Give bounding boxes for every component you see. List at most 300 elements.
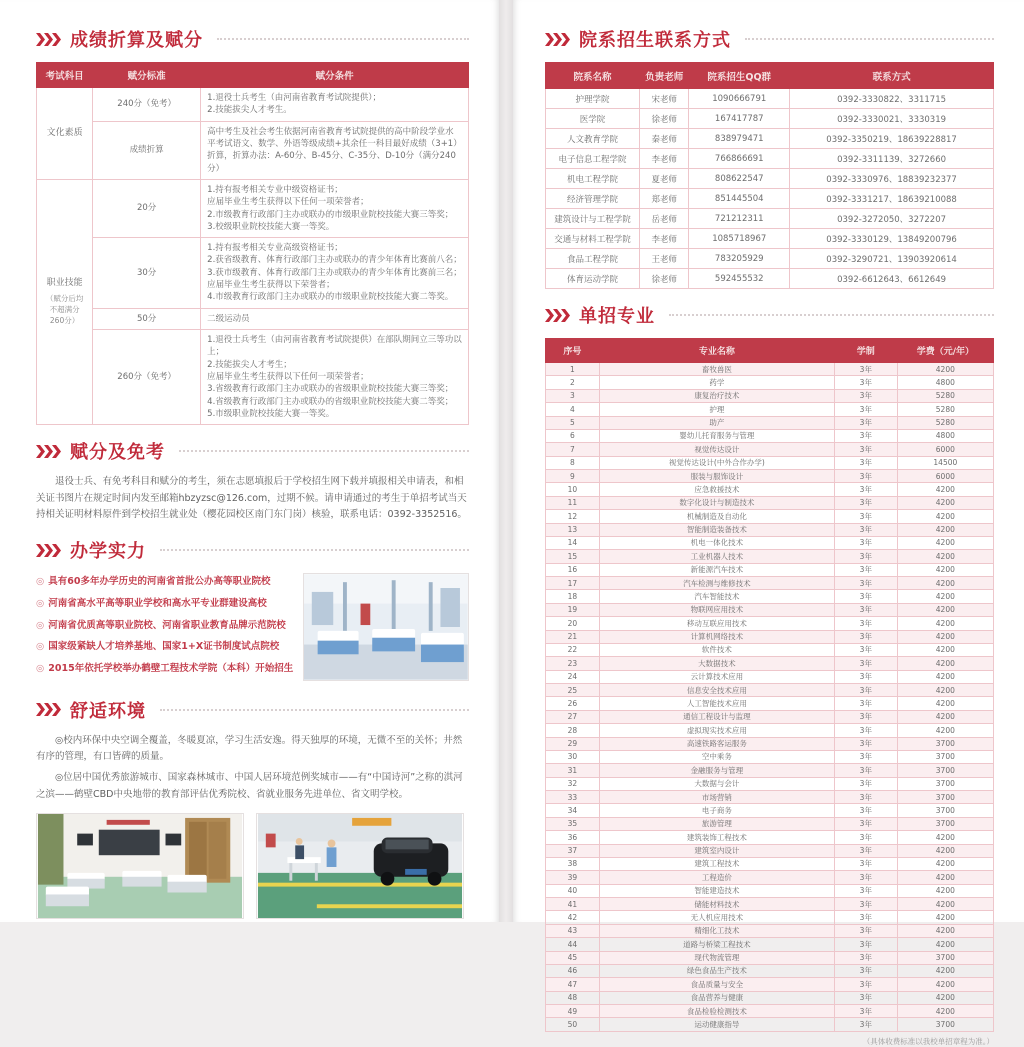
duration-cell: 3年 [834, 603, 897, 616]
exam-subject-cell [37, 179, 93, 424]
strength-bullet [36, 619, 293, 634]
duration-cell: 3年 [834, 911, 897, 924]
environment-section [36, 697, 469, 920]
major-index-cell: 11 [546, 496, 600, 509]
major-index-cell: 27 [546, 710, 600, 723]
majors-table-row [546, 416, 994, 429]
dotted-leader [217, 38, 469, 40]
major-index-cell: 8 [546, 456, 600, 469]
qq-group-cell: 721212311 [689, 209, 790, 229]
score-table-row [37, 179, 469, 237]
majors-table-row [546, 857, 994, 870]
majors-col-header: 序号 [546, 339, 600, 363]
condition-line: 2.技能拔尖人才考生； [207, 359, 292, 370]
major-name-cell: 精细化工技术 [599, 924, 834, 937]
tuition-cell: 4200 [897, 938, 993, 951]
majors-table-row [546, 737, 994, 750]
tuition-cell: 4200 [897, 483, 993, 496]
strength-bullet [36, 662, 293, 677]
majors-col-header: 专业名称 [599, 339, 834, 363]
major-index-cell: 33 [546, 791, 600, 804]
major-name-cell: 食品营养与健康 [599, 991, 834, 1004]
duration-cell: 3年 [834, 684, 897, 697]
condition-line: 二级运动员 [207, 313, 250, 324]
duration-cell: 3年 [834, 1018, 897, 1031]
majors-table-row [546, 724, 994, 737]
tuition-cell: 4200 [897, 563, 993, 576]
majors-section-header [545, 302, 994, 328]
condition-line: 1.持有报考相关专业高级资格证书； [207, 243, 343, 254]
strength-bullet-text: 国家级紧缺人才培养基地、国家1+X证书制度试点院校 [48, 641, 280, 653]
tuition-cell: 3700 [897, 737, 993, 750]
strength-bullet-text: 河南省优质高等职业院校、河南省职业教育品牌示范院校 [48, 619, 286, 631]
major-name-cell: 金融服务与管理 [599, 764, 834, 777]
major-index-cell: 18 [546, 590, 600, 603]
exam-subject-note: （赋分后均不超满分260分） [45, 294, 84, 325]
duration-cell: 3年 [834, 964, 897, 977]
qq-group-cell: 167417787 [689, 109, 790, 129]
major-name-cell: 信息安全技术应用 [599, 684, 834, 697]
score-table-row [37, 330, 469, 425]
score-table-row [37, 238, 469, 309]
tuition-cell: 4200 [897, 924, 993, 937]
major-name-cell: 畜牧兽医 [599, 363, 834, 376]
phone-cell: 0392-3331217、18639210088 [790, 189, 994, 209]
major-name-cell: 新能源汽车技术 [599, 563, 834, 576]
major-name-cell: 食品检验检测技术 [599, 1005, 834, 1018]
duration-cell: 3年 [834, 443, 897, 456]
condition-line: 应届毕业生考生获得以下荣誉者； [207, 280, 335, 291]
major-index-cell: 20 [546, 617, 600, 630]
majors-table-row [546, 978, 994, 991]
major-name-cell: 食品质量与安全 [599, 978, 834, 991]
exam-subject-label: 文化素质 [46, 127, 83, 138]
qq-group-cell: 838979471 [689, 129, 790, 149]
majors-col-header: 学费（元/年） [897, 339, 993, 363]
major-index-cell: 28 [546, 724, 600, 737]
hospital-ward-photo [303, 573, 469, 681]
tuition-cell: 4200 [897, 496, 993, 509]
tuition-cell: 4200 [897, 911, 993, 924]
majors-table-row [546, 376, 994, 389]
duration-cell: 3年 [834, 617, 897, 630]
score-col-header: 赋分条件 [201, 63, 469, 88]
duration-cell: 3年 [834, 496, 897, 509]
dotted-leader [160, 709, 469, 711]
duration-cell: 3年 [834, 724, 897, 737]
duration-cell: 3年 [834, 470, 897, 483]
department-name-cell: 交通与材料工程学院 [546, 229, 640, 249]
majors-table-row [546, 938, 994, 951]
environment-paragraphs [36, 733, 469, 804]
department-name-cell: 电子信息工程学院 [546, 149, 640, 169]
qq-group-cell: 592455532 [689, 269, 790, 289]
major-name-cell: 数字化设计与制造技术 [599, 496, 834, 509]
major-name-cell: 市场营销 [599, 791, 834, 804]
duration-cell: 3年 [834, 777, 897, 790]
teacher-name-cell: 王老师 [640, 249, 689, 269]
condition-line: 1.持有报考相关专业中级资格证书； [207, 184, 343, 195]
major-name-cell: 建筑工程技术 [599, 857, 834, 870]
phone-cell: 0392-3330822、3311715 [790, 89, 994, 109]
major-index-cell: 3 [546, 389, 600, 402]
duration-cell: 3年 [834, 831, 897, 844]
majors-table-row [546, 750, 994, 763]
majors-table-row [546, 389, 994, 402]
major-name-cell: 智能制造装备技术 [599, 523, 834, 536]
duration-cell: 3年 [834, 670, 897, 683]
tuition-cell: 4200 [897, 857, 993, 870]
major-name-cell: 建筑室内设计 [599, 844, 834, 857]
score-condition-cell [201, 179, 469, 237]
majors-table-row [546, 630, 994, 643]
major-index-cell: 14 [546, 536, 600, 549]
strength-section-header [36, 537, 469, 563]
majors-table-header-row [546, 339, 994, 363]
major-name-cell: 空中乘务 [599, 750, 834, 763]
contact-table-row [546, 269, 994, 289]
bullet-marker-icon: ◎ [36, 597, 45, 609]
contact-col-header: 院系名称 [546, 63, 640, 89]
major-index-cell: 6 [546, 429, 600, 442]
dotted-leader [160, 549, 469, 551]
majors-table-row [546, 1005, 994, 1018]
qq-group-cell: 851445504 [689, 189, 790, 209]
contact-col-header: 负责老师 [640, 63, 689, 89]
duration-cell: 3年 [834, 550, 897, 563]
duration-cell: 3年 [834, 429, 897, 442]
majors-table-row [546, 817, 994, 830]
chevron-icon [545, 33, 571, 46]
strength-bullet [36, 640, 293, 655]
duration-cell: 3年 [834, 737, 897, 750]
phone-cell: 0392-3290721、13903920614 [790, 249, 994, 269]
score-standard-cell: 260分（免考） [93, 330, 201, 425]
major-index-cell: 30 [546, 750, 600, 763]
major-name-cell: 电子商务 [599, 804, 834, 817]
duration-cell: 3年 [834, 456, 897, 469]
duration-cell: 3年 [834, 884, 897, 897]
major-name-cell: 大数据技术 [599, 657, 834, 670]
duration-cell: 3年 [834, 376, 897, 389]
duration-cell: 3年 [834, 563, 897, 576]
major-index-cell: 9 [546, 470, 600, 483]
strength-bullets [36, 573, 293, 684]
score-table-row [37, 88, 469, 122]
tuition-cell: 4200 [897, 670, 993, 683]
score-condition-cell [201, 121, 469, 179]
score-table-row [37, 121, 469, 179]
majors-table-row [546, 536, 994, 549]
major-name-cell: 应急救援技术 [599, 483, 834, 496]
major-name-cell: 无人机应用技术 [599, 911, 834, 924]
tuition-cell: 3700 [897, 777, 993, 790]
major-name-cell: 工程造价 [599, 871, 834, 884]
teacher-name-cell: 李老师 [640, 229, 689, 249]
major-index-cell: 32 [546, 777, 600, 790]
tuition-cell: 4200 [897, 991, 993, 1004]
duration-cell: 3年 [834, 991, 897, 1004]
major-index-cell: 2 [546, 376, 600, 389]
majors-table-row [546, 710, 994, 723]
strength-bullet-text: 2015年依托学校举办鹤壁工程技术学院（本科）开始招生 [48, 662, 294, 674]
major-name-cell: 视觉传达设计(中外合作办学) [599, 456, 834, 469]
contact-table [545, 62, 994, 289]
duration-cell: 3年 [834, 363, 897, 376]
duration-cell: 3年 [834, 871, 897, 884]
section-title: 成绩折算及赋分 [70, 30, 203, 51]
contact-section-header [545, 26, 994, 52]
major-name-cell: 工业机器人技术 [599, 550, 834, 563]
majors-table-row [546, 643, 994, 656]
majors-table-row [546, 777, 994, 790]
majors-table-row [546, 603, 994, 616]
majors-table-row [546, 791, 994, 804]
page-fold-divider [499, 0, 513, 922]
section-title: 赋分及免考 [70, 442, 165, 464]
majors-table-row [546, 764, 994, 777]
majors-table-row [546, 550, 994, 563]
environment-photos [36, 813, 469, 919]
score-section [36, 26, 469, 425]
major-index-cell: 35 [546, 817, 600, 830]
majors-table-row [546, 684, 994, 697]
majors-table-row [546, 831, 994, 844]
score-col-header: 赋分标准 [93, 63, 201, 88]
condition-line: 1.退役士兵考生（由河南省教育考试院提供）； [207, 93, 382, 103]
tuition-cell: 4200 [897, 831, 993, 844]
duration-cell: 3年 [834, 764, 897, 777]
contact-table-row [546, 249, 994, 269]
teacher-name-cell: 徐老师 [640, 109, 689, 129]
score-table-body [37, 88, 469, 425]
tuition-cell: 4200 [897, 684, 993, 697]
score-standard-cell: 240分（免考） [93, 88, 201, 122]
auto-workshop-photo [256, 813, 464, 919]
score-table-header-row [37, 63, 469, 88]
major-name-cell: 大数据与会计 [599, 777, 834, 790]
condition-line: 2.技能拔尖人才考生。 [207, 105, 292, 116]
major-name-cell: 旅游管理 [599, 817, 834, 830]
training-classroom-photo [36, 813, 244, 919]
tuition-cell: 3700 [897, 1018, 993, 1031]
major-index-cell: 13 [546, 523, 600, 536]
department-name-cell: 人文教育学院 [546, 129, 640, 149]
condition-line: 应届毕业生考生获得以下任何一项荣誉者； [207, 197, 369, 208]
qq-group-cell: 1090666791 [689, 89, 790, 109]
duration-cell: 3年 [834, 403, 897, 416]
condition-line: 4.市级教育行政部门主办或联办的市级职业院校技能大赛二等奖。 [207, 292, 454, 303]
majors-table-row [546, 884, 994, 897]
teacher-name-cell: 李老师 [640, 149, 689, 169]
major-index-cell: 39 [546, 871, 600, 884]
tuition-cell: 3700 [897, 791, 993, 804]
major-name-cell: 通信工程设计与监理 [599, 710, 834, 723]
tuition-cell: 3700 [897, 764, 993, 777]
environment-paragraph: ◎位居中国优秀旅游城市、国家森林城市、中国人居环境范例奖城市——有“中国诗河”之称的淇河之滨——鹤壁CBD中央地带的教育部评估优秀院校、省就业服务先进单位、省文明学校。 [36, 771, 463, 800]
major-name-cell: 软件技术 [599, 643, 834, 656]
score-condition-cell [201, 330, 469, 425]
major-index-cell: 50 [546, 1018, 600, 1031]
duration-cell: 3年 [834, 416, 897, 429]
major-name-cell: 高速铁路客运服务 [599, 737, 834, 750]
major-index-cell: 17 [546, 577, 600, 590]
duration-cell: 3年 [834, 898, 897, 911]
duration-cell: 3年 [834, 710, 897, 723]
major-name-cell: 人工智能技术应用 [599, 697, 834, 710]
department-name-cell: 经济管理学院 [546, 189, 640, 209]
qq-group-cell: 783205929 [689, 249, 790, 269]
tuition-cell: 4200 [897, 964, 993, 977]
duration-cell: 3年 [834, 523, 897, 536]
bullet-marker-icon: ◎ [36, 619, 45, 631]
teacher-name-cell: 岳老师 [640, 209, 689, 229]
condition-line: 4.省级教育行政部门主办或联办的省级职业院校技能大赛二等奖； [207, 396, 454, 407]
teacher-name-cell: 宋老师 [640, 89, 689, 109]
duration-cell: 3年 [834, 536, 897, 549]
department-name-cell: 机电工程学院 [546, 169, 640, 189]
department-name-cell: 食品工程学院 [546, 249, 640, 269]
duration-cell: 3年 [834, 750, 897, 763]
tuition-cell: 4200 [897, 710, 993, 723]
majors-table-row [546, 657, 994, 670]
major-index-cell: 15 [546, 550, 600, 563]
department-name-cell: 体育运动学院 [546, 269, 640, 289]
majors-table-row [546, 403, 994, 416]
contact-table-row [546, 189, 994, 209]
major-index-cell: 25 [546, 684, 600, 697]
environment-section-header [36, 697, 469, 723]
bullet-marker-icon: ◎ [36, 662, 45, 674]
tuition-cell: 4200 [897, 724, 993, 737]
duration-cell: 3年 [834, 978, 897, 991]
score-standard-cell: 30分 [93, 238, 201, 309]
score-standard-cell: 20分 [93, 179, 201, 237]
major-name-cell: 药学 [599, 376, 834, 389]
condition-line: 3.获市级教育、体育行政部门主办或联办的青少年体育比赛前三名； [207, 267, 462, 278]
exemption-paragraph: 退役士兵、有免考科目和赋分的考生，须在志愿填报后于学校招生网下载并填报相关申请表，和相关证书图片在规定时间内发至邮箱hbzyzsc@126.com，过期不候。请申请通过的考生于单招考试当天持相关证明材料原件到学校招生就业处（樱花园校区南门东门岗）核验，联系电话：0392-3352516。 [36, 476, 467, 521]
major-name-cell: 机械制造及自动化 [599, 510, 834, 523]
majors-col-header: 学制 [834, 339, 897, 363]
chevron-icon [545, 309, 571, 322]
department-name-cell: 医学院 [546, 109, 640, 129]
score-standard-cell: 成绩折算 [93, 121, 201, 179]
teacher-name-cell: 秦老师 [640, 129, 689, 149]
major-index-cell: 31 [546, 764, 600, 777]
contact-table-row [546, 229, 994, 249]
score-condition-cell [201, 308, 469, 329]
majors-table-row [546, 991, 994, 1004]
majors-table-row [546, 670, 994, 683]
strength-bullet-text: 河南省高水平高等职业学校和高水平专业群建设高校 [48, 597, 267, 609]
majors-table-row [546, 911, 994, 924]
major-name-cell: 物联网应用技术 [599, 603, 834, 616]
condition-line: 3.校级职业院校技能大赛一等奖。 [207, 221, 335, 232]
score-condition-cell [201, 238, 469, 309]
bullet-marker-icon: ◎ [36, 576, 45, 588]
tuition-cell: 3700 [897, 817, 993, 830]
majors-table-row [546, 470, 994, 483]
majors-table-row [546, 429, 994, 442]
teacher-name-cell: 夏老师 [640, 169, 689, 189]
tuition-cell: 3700 [897, 804, 993, 817]
tuition-cell: 4200 [897, 844, 993, 857]
teacher-name-cell: 徐老师 [640, 269, 689, 289]
qq-group-cell: 1085718967 [689, 229, 790, 249]
major-index-cell: 42 [546, 911, 600, 924]
score-table [36, 62, 469, 425]
tuition-cell: 4200 [897, 871, 993, 884]
phone-cell: 0392-3311139、3272660 [790, 149, 994, 169]
contact-col-header: 院系招生QQ群 [689, 63, 790, 89]
duration-cell: 3年 [834, 1005, 897, 1018]
duration-cell: 3年 [834, 924, 897, 937]
major-name-cell: 助产 [599, 416, 834, 429]
majors-table-row [546, 363, 994, 376]
major-index-cell: 12 [546, 510, 600, 523]
major-index-cell: 19 [546, 603, 600, 616]
major-index-cell: 47 [546, 978, 600, 991]
majors-table-row [546, 577, 994, 590]
tuition-cell: 4200 [897, 603, 993, 616]
major-index-cell: 7 [546, 443, 600, 456]
right-page [513, 0, 1024, 1046]
majors-table [545, 338, 994, 1032]
tuition-cell: 4200 [897, 630, 993, 643]
tuition-cell: 4200 [897, 510, 993, 523]
majors-table-row [546, 456, 994, 469]
major-name-cell: 道路与桥梁工程技术 [599, 938, 834, 951]
dotted-leader [669, 314, 994, 316]
strength-bullet-text: 具有60多年办学历史的河南省首批公办高等职业院校 [48, 576, 271, 588]
dotted-leader [179, 450, 469, 452]
tuition-cell: 14500 [897, 456, 993, 469]
major-name-cell: 汽车检测与维修技术 [599, 577, 834, 590]
major-index-cell: 45 [546, 951, 600, 964]
condition-line: 2.获省级教育、体育行政部门主办或联办的青少年体育比赛前八名； [207, 255, 462, 266]
majors-table-row [546, 617, 994, 630]
major-name-cell: 云计算技术应用 [599, 670, 834, 683]
exam-subject-label: 职业技能 [46, 278, 83, 289]
condition-line: 2.市级教育行政部门主办或联办的市级职业院校技能大赛三等奖； [207, 209, 454, 220]
major-index-cell: 5 [546, 416, 600, 429]
major-index-cell: 43 [546, 924, 600, 937]
major-name-cell: 现代物流管理 [599, 951, 834, 964]
duration-cell: 3年 [834, 817, 897, 830]
majors-table-row [546, 964, 994, 977]
majors-table-row [546, 804, 994, 817]
tuition-cell: 3700 [897, 750, 993, 763]
score-col-header: 考试科目 [37, 63, 93, 88]
environment-paragraph: ◎校内环保中央空调全覆盖，冬暖夏凉，学习生活安逸。得天独厚的环境，无微不至的关怀；井然有序的管理，有口皆碑的质量。 [36, 734, 463, 763]
major-index-cell: 41 [546, 898, 600, 911]
tuition-cell: 4200 [897, 577, 993, 590]
major-name-cell: 虚拟现实技术应用 [599, 724, 834, 737]
phone-cell: 0392-3350219、18639228817 [790, 129, 994, 149]
tuition-cell: 4200 [897, 617, 993, 630]
majors-table-row [546, 898, 994, 911]
phone-cell: 0392-6612643、6612649 [790, 269, 994, 289]
contact-table-row [546, 209, 994, 229]
contact-table-body [546, 89, 994, 289]
major-index-cell: 26 [546, 697, 600, 710]
department-name-cell: 建筑设计与工程学院 [546, 209, 640, 229]
tuition-cell: 4800 [897, 429, 993, 442]
chevron-icon [36, 703, 62, 716]
major-index-cell: 37 [546, 844, 600, 857]
contact-table-row [546, 149, 994, 169]
strength-content [36, 573, 469, 684]
